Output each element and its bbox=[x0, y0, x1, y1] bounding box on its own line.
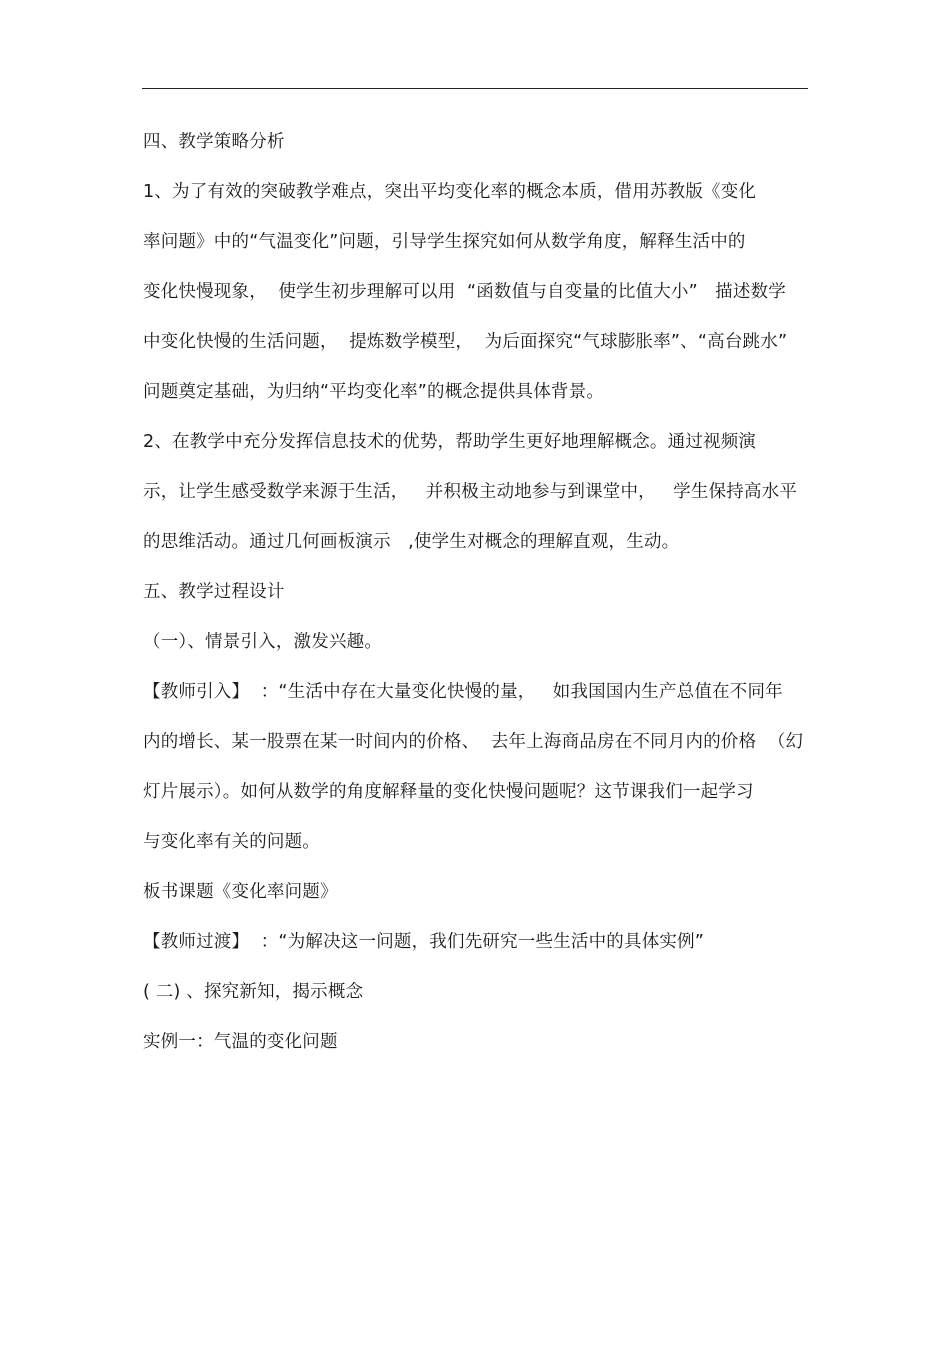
subsection-heading-1: （一）、情景引入，激发兴趣。 bbox=[143, 632, 383, 652]
paragraph-line: 问题奠定基础，为归纳“平均变化率”的概念提供具体背景。 bbox=[143, 382, 605, 402]
paragraph-line: 示，让学生感受数学来源于生活， 并积极主动地参与到课堂中， 学生保持高水平 bbox=[143, 482, 798, 502]
paragraph-line: 内的增长、某一股票在某一时间内的价格、 去年上海商品房在不同月内的价格 （幻 bbox=[143, 732, 804, 752]
example-heading: 实例一：气温的变化问题 bbox=[143, 1032, 338, 1052]
paragraph-line: 灯片展示）。如何从数学的角度解释量的变化快慢问题呢？这节课我们一起学习 bbox=[143, 782, 754, 802]
paragraph-line: 【教师过渡】 ：“为解决这一问题，我们先研究一些生活中的具体实例” bbox=[143, 932, 705, 952]
subsection-heading-2: ( 二) 、探究新知，揭示概念 bbox=[143, 982, 364, 1002]
section-heading-5: 五、教学过程设计 bbox=[143, 582, 285, 602]
board-title-line: 板书课题《变化率问题》 bbox=[143, 882, 338, 902]
paragraph-line: 的思维活动。通过几何画板演示 ,使学生对概念的理解直观，生动。 bbox=[143, 532, 680, 552]
paragraph-line: 【教师引入】 ：“生活中存在大量变化快慢的量， 如我国国内生产总值在不同年 bbox=[143, 682, 783, 702]
paragraph-line: 2、在教学中充分发挥信息技术的优势，帮助学生更好地理解概念。通过视频演 bbox=[143, 432, 757, 452]
paragraph-line: 中变化快慢的生活问题， 提炼数学模型， 为后面探究“气球膨胀率”、“高台跳水” bbox=[143, 332, 788, 352]
paragraph-line: 1、为了有效的突破教学难点，突出平均变化率的概念本质，借用苏教版《变化 bbox=[143, 182, 757, 202]
paragraph-line: 与变化率有关的问题。 bbox=[143, 832, 320, 852]
header-rule bbox=[142, 88, 808, 89]
paragraph-line: 变化快慢现象， 使学生初步理解可以用 “函数值与自变量的比值大小” 描述数学 bbox=[143, 282, 786, 302]
section-heading-4: 四、教学策略分析 bbox=[143, 132, 285, 152]
paragraph-line: 率问题》中的“气温变化”问题，引导学生探究如何从数学角度，解释生活中的 bbox=[143, 232, 746, 252]
